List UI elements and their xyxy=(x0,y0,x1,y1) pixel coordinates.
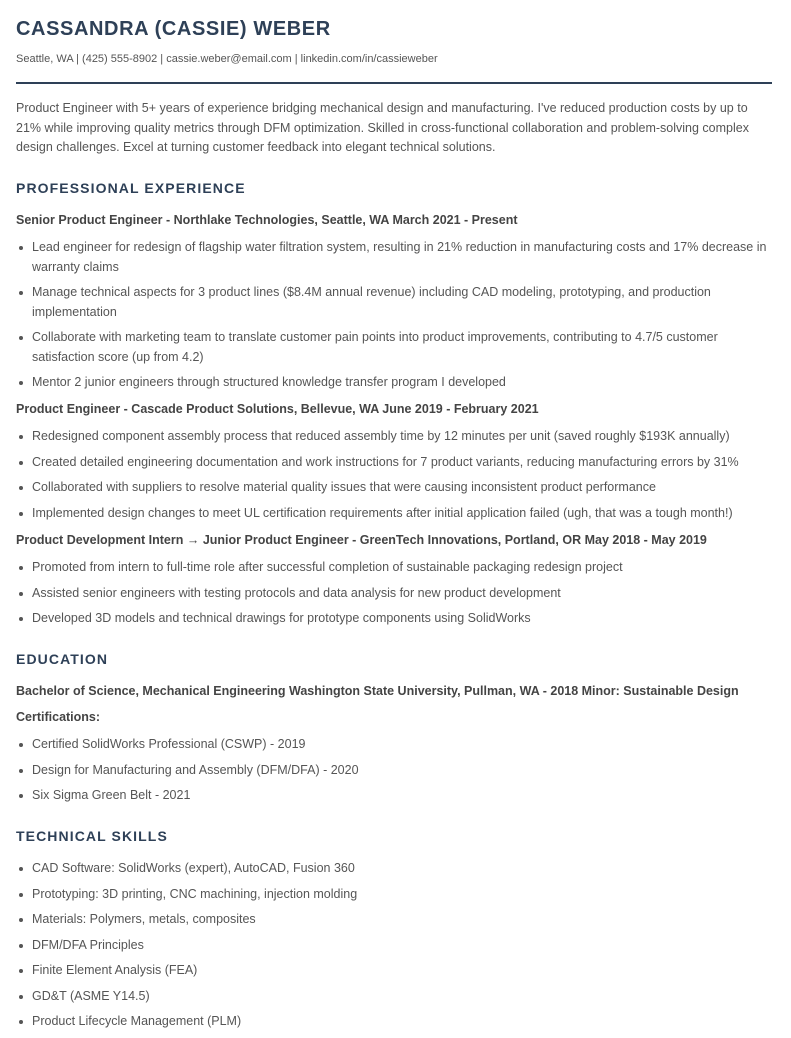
experience-section-title: PROFESSIONAL EXPERIENCE xyxy=(16,180,246,196)
list-item: Product Lifecycle Management (PLM) xyxy=(0,1012,772,1032)
contact-info: Seattle, WA | (425) 555-8902 | cassie.weber@email.com | linkedin.com/in/cassieweber xyxy=(16,53,438,65)
job-heading: Senior Product Engineer - Northlake Technologies, Seattle, WA March 2021 - Present xyxy=(16,213,518,227)
job-bullets xyxy=(0,238,791,399)
skills-list xyxy=(0,859,791,1038)
list-item: Created detailed engineering documentation and work instructions for 7 product variants, reducing manufacturing errors by 31% xyxy=(0,453,772,473)
list-item: Mentor 2 junior engineers through structured knowledge transfer program I developed xyxy=(0,373,772,393)
list-item: Promoted from intern to full-time role after successful completion of sustainable packaging redesign project xyxy=(0,558,772,578)
skills-section-title: TECHNICAL SKILLS xyxy=(16,828,168,844)
list-item: Developed 3D models and technical drawings for prototype components using SolidWorks xyxy=(0,609,772,629)
list-item: Materials: Polymers, metals, composites xyxy=(0,910,772,930)
list-item: GD&T (ASME Y14.5) xyxy=(0,987,772,1007)
list-item: Finite Element Analysis (FEA) xyxy=(0,961,772,981)
list-item: Collaborate with marketing team to translate customer pain points into product improvements, contributing to 4.7/5 customer satisfaction score (up from 4.2) xyxy=(0,328,772,367)
education-section-title: EDUCATION xyxy=(16,651,109,667)
list-item: Design for Manufacturing and Assembly (DFM/DFA) - 2020 xyxy=(0,761,772,781)
candidate-name: CASSANDRA (CASSIE) WEBER xyxy=(16,18,331,40)
list-item: Assisted senior engineers with testing protocols and data analysis for new product development xyxy=(0,584,772,604)
degree-line: Bachelor of Science, Mechanical Engineering Washington State University, Pullman, WA - 2018 Minor: Sustainable Design xyxy=(16,684,739,698)
job-heading: Product Development Intern → Junior Product Engineer - GreenTech Innovations, Portland, OR May 2018 - May 2019 xyxy=(16,533,707,547)
list-item: Implemented design changes to meet UL certification requirements after initial application failed (ugh, that was a tough month!) xyxy=(0,504,772,524)
header-divider xyxy=(16,82,772,84)
job-heading: Product Engineer - Cascade Product Solutions, Bellevue, WA June 2019 - February 2021 xyxy=(16,402,539,416)
job-bullets xyxy=(0,558,791,635)
job-bullets xyxy=(0,427,791,529)
certifications-list xyxy=(0,735,791,812)
list-item: Collaborated with suppliers to resolve material quality issues that were causing inconsistent product performance xyxy=(0,478,772,498)
list-item: Manage technical aspects for 3 product lines ($8.4M annual revenue) including CAD modeling, prototyping, and production implementation xyxy=(0,283,772,322)
list-item: Redesigned component assembly process that reduced assembly time by 12 minutes per unit (saved roughly $193K annually) xyxy=(0,427,772,447)
list-item: Six Sigma Green Belt - 2021 xyxy=(0,786,772,806)
list-item: Prototyping: 3D printing, CNC machining, injection molding xyxy=(0,885,772,905)
professional-summary: Product Engineer with 5+ years of experience bridging mechanical design and manufacturing. I've reduced production costs by up to 21% while improving quality metrics through DFM optimization. Skilled in cross-functional collaboration and problem-solving complex design challenges. Excel at turning customer feedback into elegant technical solutions. xyxy=(16,101,749,154)
list-item: Lead engineer for redesign of flagship water filtration system, resulting in 21% reduction in manufacturing costs and 17% decrease in warranty claims xyxy=(0,238,772,277)
list-item: DFM/DFA Principles xyxy=(0,936,772,956)
list-item: Certified SolidWorks Professional (CSWP) - 2019 xyxy=(0,735,772,755)
certifications-label: Certifications: xyxy=(16,710,101,724)
list-item: CAD Software: SolidWorks (expert), AutoCAD, Fusion 360 xyxy=(0,859,772,879)
